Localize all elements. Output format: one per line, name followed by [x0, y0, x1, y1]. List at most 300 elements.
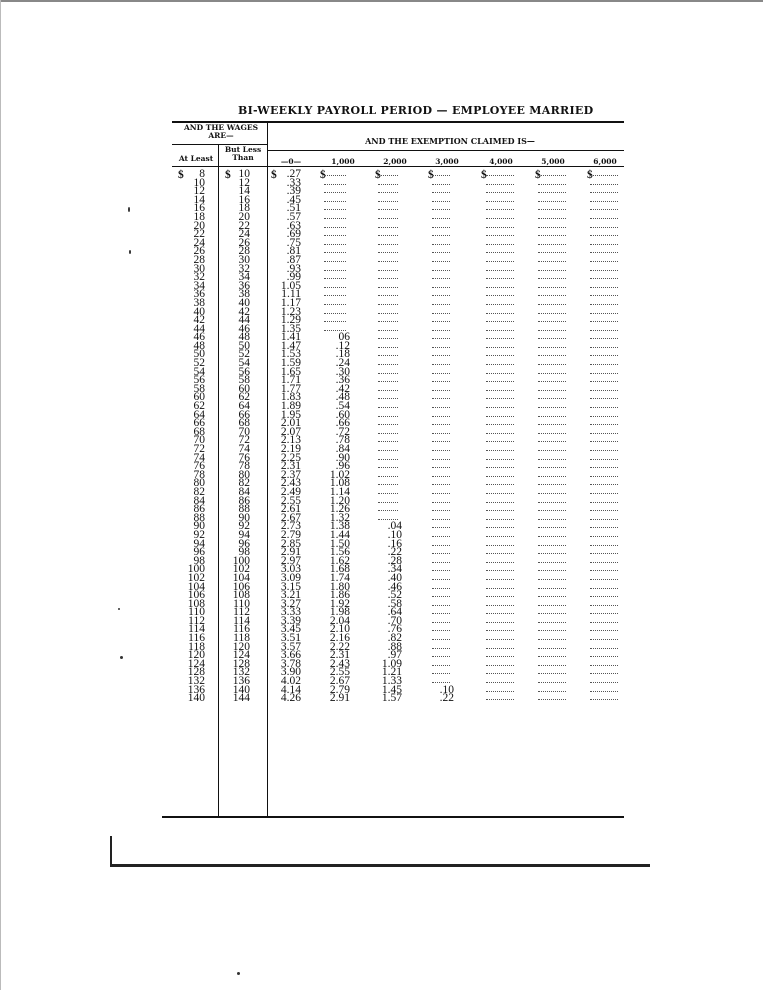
blank-line: [590, 562, 618, 563]
exemption-header-5000: 5,000: [541, 157, 565, 166]
table-cell: [536, 531, 570, 540]
blank-line: [432, 313, 450, 314]
blank-line: [538, 209, 566, 210]
table-cell: [430, 488, 454, 497]
blank-line: [486, 244, 514, 245]
table-cell: [430, 608, 454, 617]
table-cell: .87: [286, 253, 301, 266]
table-cell: 22: [238, 219, 250, 232]
table-cell: [430, 411, 454, 420]
table-cell: [536, 299, 570, 308]
blank-line: [378, 244, 398, 245]
blank-line: [538, 304, 566, 305]
blank-line: [538, 270, 566, 271]
table-cell: [588, 350, 622, 359]
table-cell: [588, 514, 622, 523]
blank-line: [324, 244, 346, 245]
table-cell: 56: [193, 374, 205, 387]
table-cell: .39: [286, 185, 301, 198]
blank-line: [432, 553, 450, 554]
table-cell: [588, 505, 622, 514]
table-cell: [322, 204, 350, 213]
blank-line: [538, 201, 566, 202]
table-cell: [430, 213, 454, 222]
table-cell: [376, 256, 402, 265]
table-cell: 16: [193, 202, 205, 215]
blank-line: [432, 476, 450, 477]
blank-line: [590, 613, 618, 614]
table-cell: 128: [232, 657, 250, 670]
blank-line: [538, 313, 566, 314]
table-cell: .40: [387, 571, 402, 584]
blank-line: [486, 562, 514, 563]
exemption-header-6000: 6,000: [593, 157, 617, 166]
blank-line: [432, 484, 450, 485]
table-cell: 1.50: [329, 537, 350, 550]
table-cell: [376, 411, 402, 420]
table-cell: [484, 170, 518, 179]
table-cell: [588, 308, 622, 317]
table-cell: 2.07: [280, 425, 301, 438]
table-cell: 10: [238, 168, 250, 180]
table-cell: [484, 299, 518, 308]
table-cell: [484, 179, 518, 188]
blank-line: [590, 433, 618, 434]
blank-line: [378, 218, 398, 219]
table-cell: [536, 540, 570, 549]
blank-line: [590, 467, 618, 468]
table-cell: [376, 265, 402, 274]
blank-line: [324, 235, 346, 236]
table-cell: 1.21: [381, 666, 402, 679]
blank-line: [590, 484, 618, 485]
blank-line: [486, 433, 514, 434]
table-cell: 2.55: [329, 666, 350, 679]
blank-line: [538, 184, 566, 185]
table-cell: 88: [238, 503, 250, 516]
table-cell: 1.35: [280, 322, 301, 335]
blank-line: [432, 562, 450, 563]
table-cell: 1.20: [329, 494, 350, 507]
table-cell: 2.67: [280, 511, 301, 524]
table-cell: [322, 247, 350, 256]
table-cell: [588, 290, 622, 299]
margin-speck: [120, 656, 123, 659]
table-cell: 2.13: [280, 434, 301, 447]
table-cell: [536, 677, 570, 686]
blank-line: [432, 527, 450, 528]
blank-line: [590, 648, 618, 649]
table-cell: [430, 273, 454, 282]
blank-line: [324, 201, 346, 202]
table-cell: [484, 548, 518, 557]
blank-line: [486, 613, 514, 614]
table-cell: [484, 350, 518, 359]
table-cell: .99: [286, 271, 301, 284]
blank-line: [378, 416, 398, 417]
table-cell: 52: [238, 348, 250, 361]
blank-line: [590, 313, 618, 314]
table-cell: .66: [335, 417, 350, 430]
table-cell: [588, 359, 622, 368]
table-cell: [588, 686, 622, 695]
table-cell: 114: [188, 623, 205, 636]
table-cell: 1.62: [329, 554, 350, 567]
blank-line: [486, 192, 514, 193]
blank-line: [590, 227, 618, 228]
table-cell: 1.23: [280, 305, 301, 318]
table-cell: .18: [335, 348, 350, 361]
table-cell: [536, 565, 570, 574]
blank-line: [486, 218, 514, 219]
blank-line: [538, 648, 566, 649]
blank-line: [432, 502, 450, 503]
blank-line: [432, 330, 450, 331]
exemption-group-rule: [268, 150, 624, 151]
table-cell: [536, 557, 570, 566]
table-cell: 98: [193, 554, 205, 567]
table-cell: 54: [238, 357, 250, 370]
blank-line: [378, 252, 398, 253]
table-cell: [484, 359, 518, 368]
table-cell: [588, 179, 622, 188]
blank-line: [486, 665, 514, 666]
table-cell: 2.49: [280, 485, 301, 498]
table-cell: 3.27: [280, 597, 301, 610]
table-cell: [484, 308, 518, 317]
table-cell: .33: [286, 176, 301, 189]
table-cell: .81: [286, 245, 301, 258]
blank-line: [590, 287, 618, 288]
table-cell: [588, 256, 622, 265]
header-bottom-rule: [172, 166, 624, 167]
table-cell: 42: [238, 305, 250, 318]
dollar-sign-exemption-4000: $: [481, 169, 487, 181]
table-cell: .90: [335, 451, 350, 464]
table-cell: [536, 497, 570, 506]
blank-line: [486, 261, 514, 262]
table-cell: .96: [335, 460, 350, 473]
blank-line: [538, 622, 566, 623]
column-but-less-than: [222, 170, 250, 703]
blank-line: [378, 235, 398, 236]
blank-line: [538, 278, 566, 279]
table-cell: 58: [238, 374, 250, 387]
blank-line: [590, 502, 618, 503]
table-cell: 36: [238, 279, 250, 292]
blank-line: [432, 467, 450, 468]
blank-line: [590, 424, 618, 425]
blank-line: [538, 355, 566, 356]
table-cell: 30: [193, 262, 205, 275]
blank-line: [538, 416, 566, 417]
table-cell: [588, 385, 622, 394]
blank-line: [590, 364, 618, 365]
blank-line: [432, 398, 450, 399]
table-cell: 20: [193, 219, 205, 232]
table-cell: [484, 213, 518, 222]
blank-line: [432, 407, 450, 408]
dollar-sign-at-least: $: [178, 169, 184, 181]
blank-line: [432, 364, 450, 365]
blank-line: [432, 184, 450, 185]
blank-line: [486, 278, 514, 279]
blank-line: [538, 338, 566, 339]
table-cell: [536, 402, 570, 411]
table-cell: 26: [238, 236, 250, 249]
blank-line: [324, 330, 346, 331]
blank-line: [486, 570, 514, 571]
blank-line: [324, 313, 346, 314]
table-cell: 106: [232, 580, 250, 593]
table-cell: 28: [193, 253, 205, 266]
table-cell: 44: [193, 322, 205, 335]
table-cell: [536, 385, 570, 394]
dollar-sign-exemption-3000: $: [428, 169, 434, 181]
table-cell: 120: [187, 649, 205, 662]
table-cell: [376, 505, 402, 514]
blank-line: [432, 441, 450, 442]
table-cell: [376, 290, 402, 299]
table-cell: 2.79: [329, 683, 350, 696]
table-cell: [430, 393, 454, 402]
column-exemption-4000: [484, 170, 518, 703]
blank-line: [590, 441, 618, 442]
table-cell: [536, 393, 570, 402]
margin-speck: [118, 608, 120, 610]
table-cell: [430, 290, 454, 299]
blank-line: [538, 287, 566, 288]
blank-line: [486, 364, 514, 365]
table-cell: 18: [238, 202, 250, 215]
wages-group-header: AND THE WAGES ARE—: [183, 123, 259, 140]
table-cell: 1.65: [280, 365, 301, 378]
blank-line: [378, 287, 398, 288]
table-cell: [376, 368, 402, 377]
table-cell: 60: [238, 382, 250, 395]
table-cell: 1.14: [329, 485, 350, 498]
column-exemption-5000: [536, 170, 570, 703]
page-title: BI-WEEKLY PAYROLL PERIOD — EMPLOYEE MARRIED: [238, 104, 594, 117]
table-cell: [376, 471, 402, 480]
table-cell: [588, 583, 622, 592]
blank-line: [378, 261, 398, 262]
table-cell: [484, 643, 518, 652]
blank-line: [590, 459, 618, 460]
table-cell: [536, 583, 570, 592]
table-cell: 66: [238, 408, 250, 421]
table-cell: 3.45: [280, 623, 301, 636]
blank-line: [486, 184, 514, 185]
table-cell: [536, 204, 570, 213]
table-cell: 70: [193, 434, 205, 447]
table-cell: [588, 454, 622, 463]
table-cell: 1.29: [280, 314, 301, 327]
table-cell: [484, 660, 518, 669]
table-cell: [484, 617, 518, 626]
table-cell: 108: [232, 589, 250, 602]
table-cell: 98: [238, 546, 250, 559]
table-cell: 94: [238, 528, 250, 541]
table-cell: .27: [286, 168, 301, 180]
page-bottom-edge: [110, 864, 650, 867]
blank-line: [538, 244, 566, 245]
table-cell: [484, 256, 518, 265]
table-cell: [588, 600, 622, 609]
table-cell: [588, 471, 622, 480]
blank-line: [538, 510, 566, 511]
blank-line: [432, 235, 450, 236]
blank-line: [590, 639, 618, 640]
blank-line: [538, 398, 566, 399]
table-cell: 128: [187, 666, 205, 679]
blank-line: [590, 493, 618, 494]
blank-line: [378, 227, 398, 228]
blank-line: [538, 459, 566, 460]
blank-line: [378, 373, 398, 374]
table-cell: 72: [238, 434, 250, 447]
blank-line: [486, 630, 514, 631]
table-cell: 30: [238, 253, 250, 266]
table-cell: 42: [193, 314, 205, 327]
blank-line: [538, 493, 566, 494]
table-cell: 120: [232, 640, 250, 653]
table-cell: [588, 273, 622, 282]
table-cell: [376, 213, 402, 222]
table-cell: [322, 299, 350, 308]
table-cell: [430, 282, 454, 291]
table-cell: [484, 634, 518, 643]
table-cell: [430, 368, 454, 377]
table-cell: [322, 325, 350, 334]
blank-line: [538, 570, 566, 571]
dollar-sign-exemption-1000: $: [320, 169, 326, 181]
blank-line: [538, 656, 566, 657]
table-cell: [430, 359, 454, 368]
blank-line: [486, 321, 514, 322]
table-cell: 1.95: [280, 408, 301, 421]
table-cell: 132: [232, 666, 250, 679]
blank-line: [378, 175, 398, 176]
table-cell: 92: [193, 528, 205, 541]
blank-line: [538, 347, 566, 348]
table-cell: [376, 488, 402, 497]
blank-line: [538, 441, 566, 442]
table-cell: [322, 282, 350, 291]
table-cell: [484, 454, 518, 463]
table-cell: 1.08: [329, 477, 350, 490]
column-exemption-0: [272, 170, 301, 703]
table-cell: 1.98: [329, 606, 350, 619]
table-cell: [484, 514, 518, 523]
table-cell: 110: [188, 606, 205, 619]
table-cell: 1.11: [281, 288, 301, 301]
table-cell: 62: [238, 391, 250, 404]
table-cell: [536, 368, 570, 377]
table-cell: [376, 170, 402, 179]
table-cell: 82: [238, 477, 250, 490]
table-cell: 124: [232, 649, 250, 662]
table-cell: 110: [233, 597, 250, 610]
table-cell: [430, 643, 454, 652]
table-cell: 86: [238, 494, 250, 507]
table-cell: [536, 505, 570, 514]
blank-line: [486, 398, 514, 399]
table-cell: [588, 419, 622, 428]
blank-line: [590, 510, 618, 511]
table-cell: [484, 608, 518, 617]
blank-line: [378, 510, 398, 511]
blank-line: [432, 570, 450, 571]
blank-line: [590, 390, 618, 391]
table-cell: .51: [286, 202, 301, 215]
table-cell: [484, 239, 518, 248]
table-cell: 2.91: [280, 546, 301, 559]
table-cell: [430, 428, 454, 437]
blank-line: [432, 287, 450, 288]
blank-line: [538, 192, 566, 193]
blank-line: [432, 192, 450, 193]
table-cell: 32: [238, 262, 250, 275]
table-cell: 1.41: [280, 331, 301, 344]
table-cell: 2.25: [280, 451, 301, 464]
table-cell: 76: [193, 460, 205, 473]
table-cell: 2.43: [329, 657, 350, 670]
blank-line: [538, 476, 566, 477]
table-cell: 2.01: [280, 417, 301, 430]
table-cell: 116: [233, 623, 250, 636]
blank-line: [486, 605, 514, 606]
table-cell: [536, 643, 570, 652]
blank-line: [378, 209, 398, 210]
blank-line: [590, 192, 618, 193]
table-cell: [430, 204, 454, 213]
table-cell: [536, 325, 570, 334]
blank-line: [432, 201, 450, 202]
table-cell: [376, 273, 402, 282]
table-cell: 104: [232, 571, 250, 584]
table-cell: 1.44: [329, 528, 350, 541]
blank-line: [590, 596, 618, 597]
blank-line: [324, 218, 346, 219]
table-cell: [322, 239, 350, 248]
table-cell: [588, 368, 622, 377]
table-cell: [376, 239, 402, 248]
table-cell: 50: [238, 339, 250, 352]
blank-line: [538, 330, 566, 331]
blank-line: [538, 613, 566, 614]
table-cell: [322, 222, 350, 231]
table-cell: 106: [187, 589, 205, 602]
table-cell: .82: [387, 632, 402, 645]
table-cell: [588, 393, 622, 402]
table-cell: [376, 230, 402, 239]
table-cell: [588, 660, 622, 669]
blank-line: [538, 467, 566, 468]
table-cell: [484, 187, 518, 196]
blank-line: [432, 295, 450, 296]
table-cell: 32: [193, 271, 205, 284]
blank-line: [378, 493, 398, 494]
table-cell: 2.10: [329, 623, 350, 636]
table-cell: 140: [232, 683, 250, 696]
table-cell: .57: [286, 210, 301, 223]
table-cell: 1.59: [280, 357, 301, 370]
table-cell: .78: [335, 434, 350, 447]
table-cell: 100: [232, 554, 250, 567]
table-cell: 112: [233, 606, 250, 619]
blank-line: [324, 175, 346, 176]
